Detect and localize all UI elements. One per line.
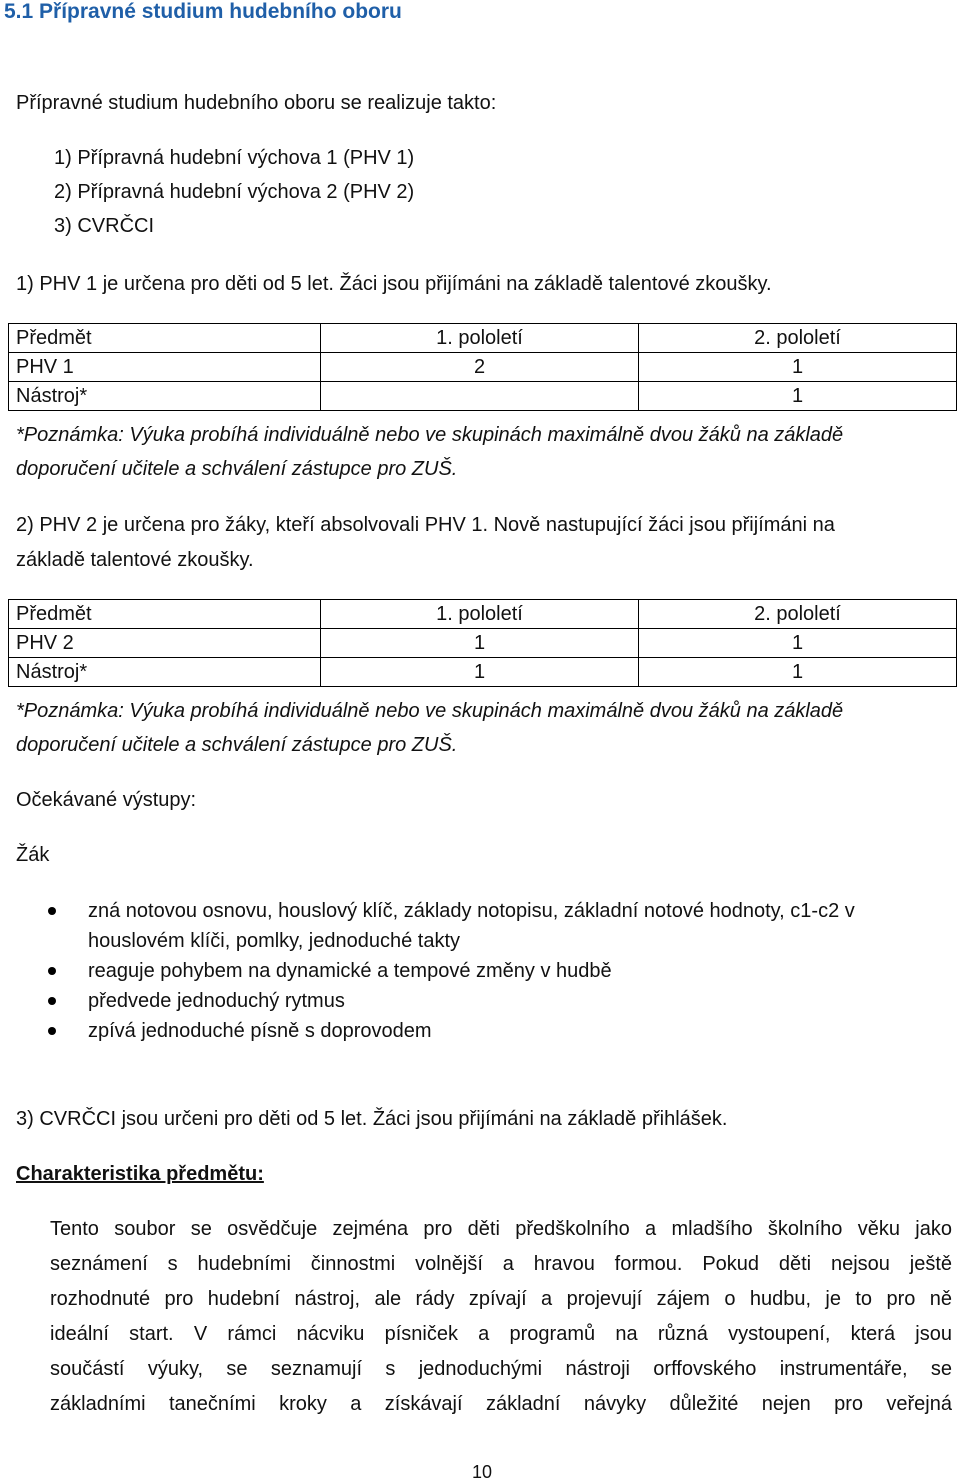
program-item-2: 2) Přípravná hudební výchova 2 (PHV 2) bbox=[54, 181, 415, 203]
phv2-description-line-1: 2) PHV 2 je určena pro žáky, kteří absolvovali PHV 1. Nově nastupující žáci jsou přijímáni na bbox=[16, 514, 835, 536]
table-row bbox=[9, 353, 957, 382]
table-row bbox=[9, 382, 957, 411]
student-label: Žák bbox=[16, 844, 50, 866]
bullet-icon bbox=[48, 1027, 56, 1035]
table1-note-line-1: *Poznámka: Výuka probíhá individuálně nebo ve skupinách maximálně dvou žáků na základě bbox=[16, 424, 844, 446]
bullet-icon bbox=[48, 997, 56, 1005]
paragraph-line: rozhodnuté pro hudební nástroj, ale rády zpívají a projevují zájem o hudbu, je to pro ně bbox=[50, 1288, 952, 1310]
bullet-icon bbox=[48, 967, 56, 975]
cell-semester-1: 1 bbox=[321, 629, 639, 658]
cell-semester-2: 1 bbox=[639, 658, 957, 687]
list-item bbox=[46, 896, 946, 956]
cell-semester-2: 1 bbox=[639, 353, 957, 382]
cell-subject: Nástroj* bbox=[9, 658, 321, 687]
header-subject: Předmět bbox=[9, 600, 321, 629]
paragraph-line: ideální start. V rámci nácviku písniček a programů na různá vystoupení, která jsou bbox=[50, 1323, 952, 1345]
cell-subject: PHV 2 bbox=[9, 629, 321, 658]
outcome-text: předvede jednoduchý rytmus bbox=[88, 990, 345, 1012]
table-row bbox=[9, 658, 957, 687]
section-heading: 5.1 Přípravné studium hudebního oboru bbox=[4, 0, 402, 23]
outcomes-list bbox=[46, 896, 946, 1046]
table2-note-line-1: *Poznámka: Výuka probíhá individuálně nebo ve skupinách maximálně dvou žáků na základě bbox=[16, 700, 844, 722]
paragraph-line: základními tanečními kroky a získávají základní návyky důležité nejen pro veřejná bbox=[50, 1393, 952, 1415]
outcome-text: zpívá jednoduché písně s doprovodem bbox=[88, 1020, 432, 1042]
program-item-1: 1) Přípravná hudební výchova 1 (PHV 1) bbox=[54, 147, 415, 169]
header-semester-2: 2. pololetí bbox=[639, 324, 957, 353]
phv1-description: 1) PHV 1 je určena pro děti od 5 let. Žáci jsou přijímáni na základě talentové zkoušky. bbox=[16, 273, 772, 295]
list-item bbox=[46, 1016, 946, 1046]
cell-semester-1 bbox=[321, 382, 639, 411]
paragraph-line: seznámení s hudebními činnostmi volnější a hravou formou. Pokud děti nejsou ještě bbox=[50, 1253, 952, 1275]
table-header-row bbox=[9, 600, 957, 629]
cell-subject: PHV 1 bbox=[9, 353, 321, 382]
phv2-table bbox=[8, 599, 957, 687]
table1-note-line-2: doporučení učitele a schválení zástupce pro ZUŠ. bbox=[16, 458, 458, 480]
cell-semester-2: 1 bbox=[639, 629, 957, 658]
table-header-row bbox=[9, 324, 957, 353]
phv2-description-line-2: základě talentové zkoušky. bbox=[16, 549, 254, 571]
cell-semester-1: 2 bbox=[321, 353, 639, 382]
header-subject: Předmět bbox=[9, 324, 321, 353]
outcome-text: reaguje pohybem na dynamické a tempové změny v hudbě bbox=[88, 960, 612, 982]
header-semester-2: 2. pololetí bbox=[639, 600, 957, 629]
header-semester-1: 1. pololetí bbox=[321, 600, 639, 629]
intro-text: Přípravné studium hudebního oboru se realizuje takto: bbox=[16, 92, 497, 114]
characteristics-paragraph bbox=[50, 1212, 952, 1422]
header-semester-1: 1. pololetí bbox=[321, 324, 639, 353]
cell-semester-2: 1 bbox=[639, 382, 957, 411]
outcomes-label: Očekávané výstupy: bbox=[16, 789, 197, 811]
cvrcci-description: 3) CVRČCI jsou určeni pro děti od 5 let. Žáci jsou přijímáni na základě přihlášek. bbox=[16, 1108, 728, 1130]
table-row bbox=[9, 629, 957, 658]
list-item bbox=[46, 956, 946, 986]
characteristics-heading: Charakteristika předmětu: bbox=[16, 1163, 264, 1185]
table2-note-line-2: doporučení učitele a schválení zástupce pro ZUŠ. bbox=[16, 734, 458, 756]
paragraph-line: Tento soubor se osvědčuje zejména pro děti předškolního a mladšího školního věku jako bbox=[50, 1218, 952, 1240]
program-item-3: 3) CVRČCI bbox=[54, 215, 155, 237]
cell-semester-1: 1 bbox=[321, 658, 639, 687]
phv1-table bbox=[8, 323, 957, 411]
page-number: 10 bbox=[472, 1462, 493, 1482]
outcome-text: zná notovou osnovu, houslový klíč, základy notopisu, základní notové hodnoty, c1-c2 v houslovém klíči, pomlky, jednoduché takty bbox=[88, 900, 855, 952]
list-item bbox=[46, 986, 946, 1016]
paragraph-line: součástí výuky, se seznamují s jednoduchými nástroji orffovského instrumentáře, se bbox=[50, 1358, 952, 1380]
bullet-icon bbox=[48, 907, 56, 915]
cell-subject: Nástroj* bbox=[9, 382, 321, 411]
